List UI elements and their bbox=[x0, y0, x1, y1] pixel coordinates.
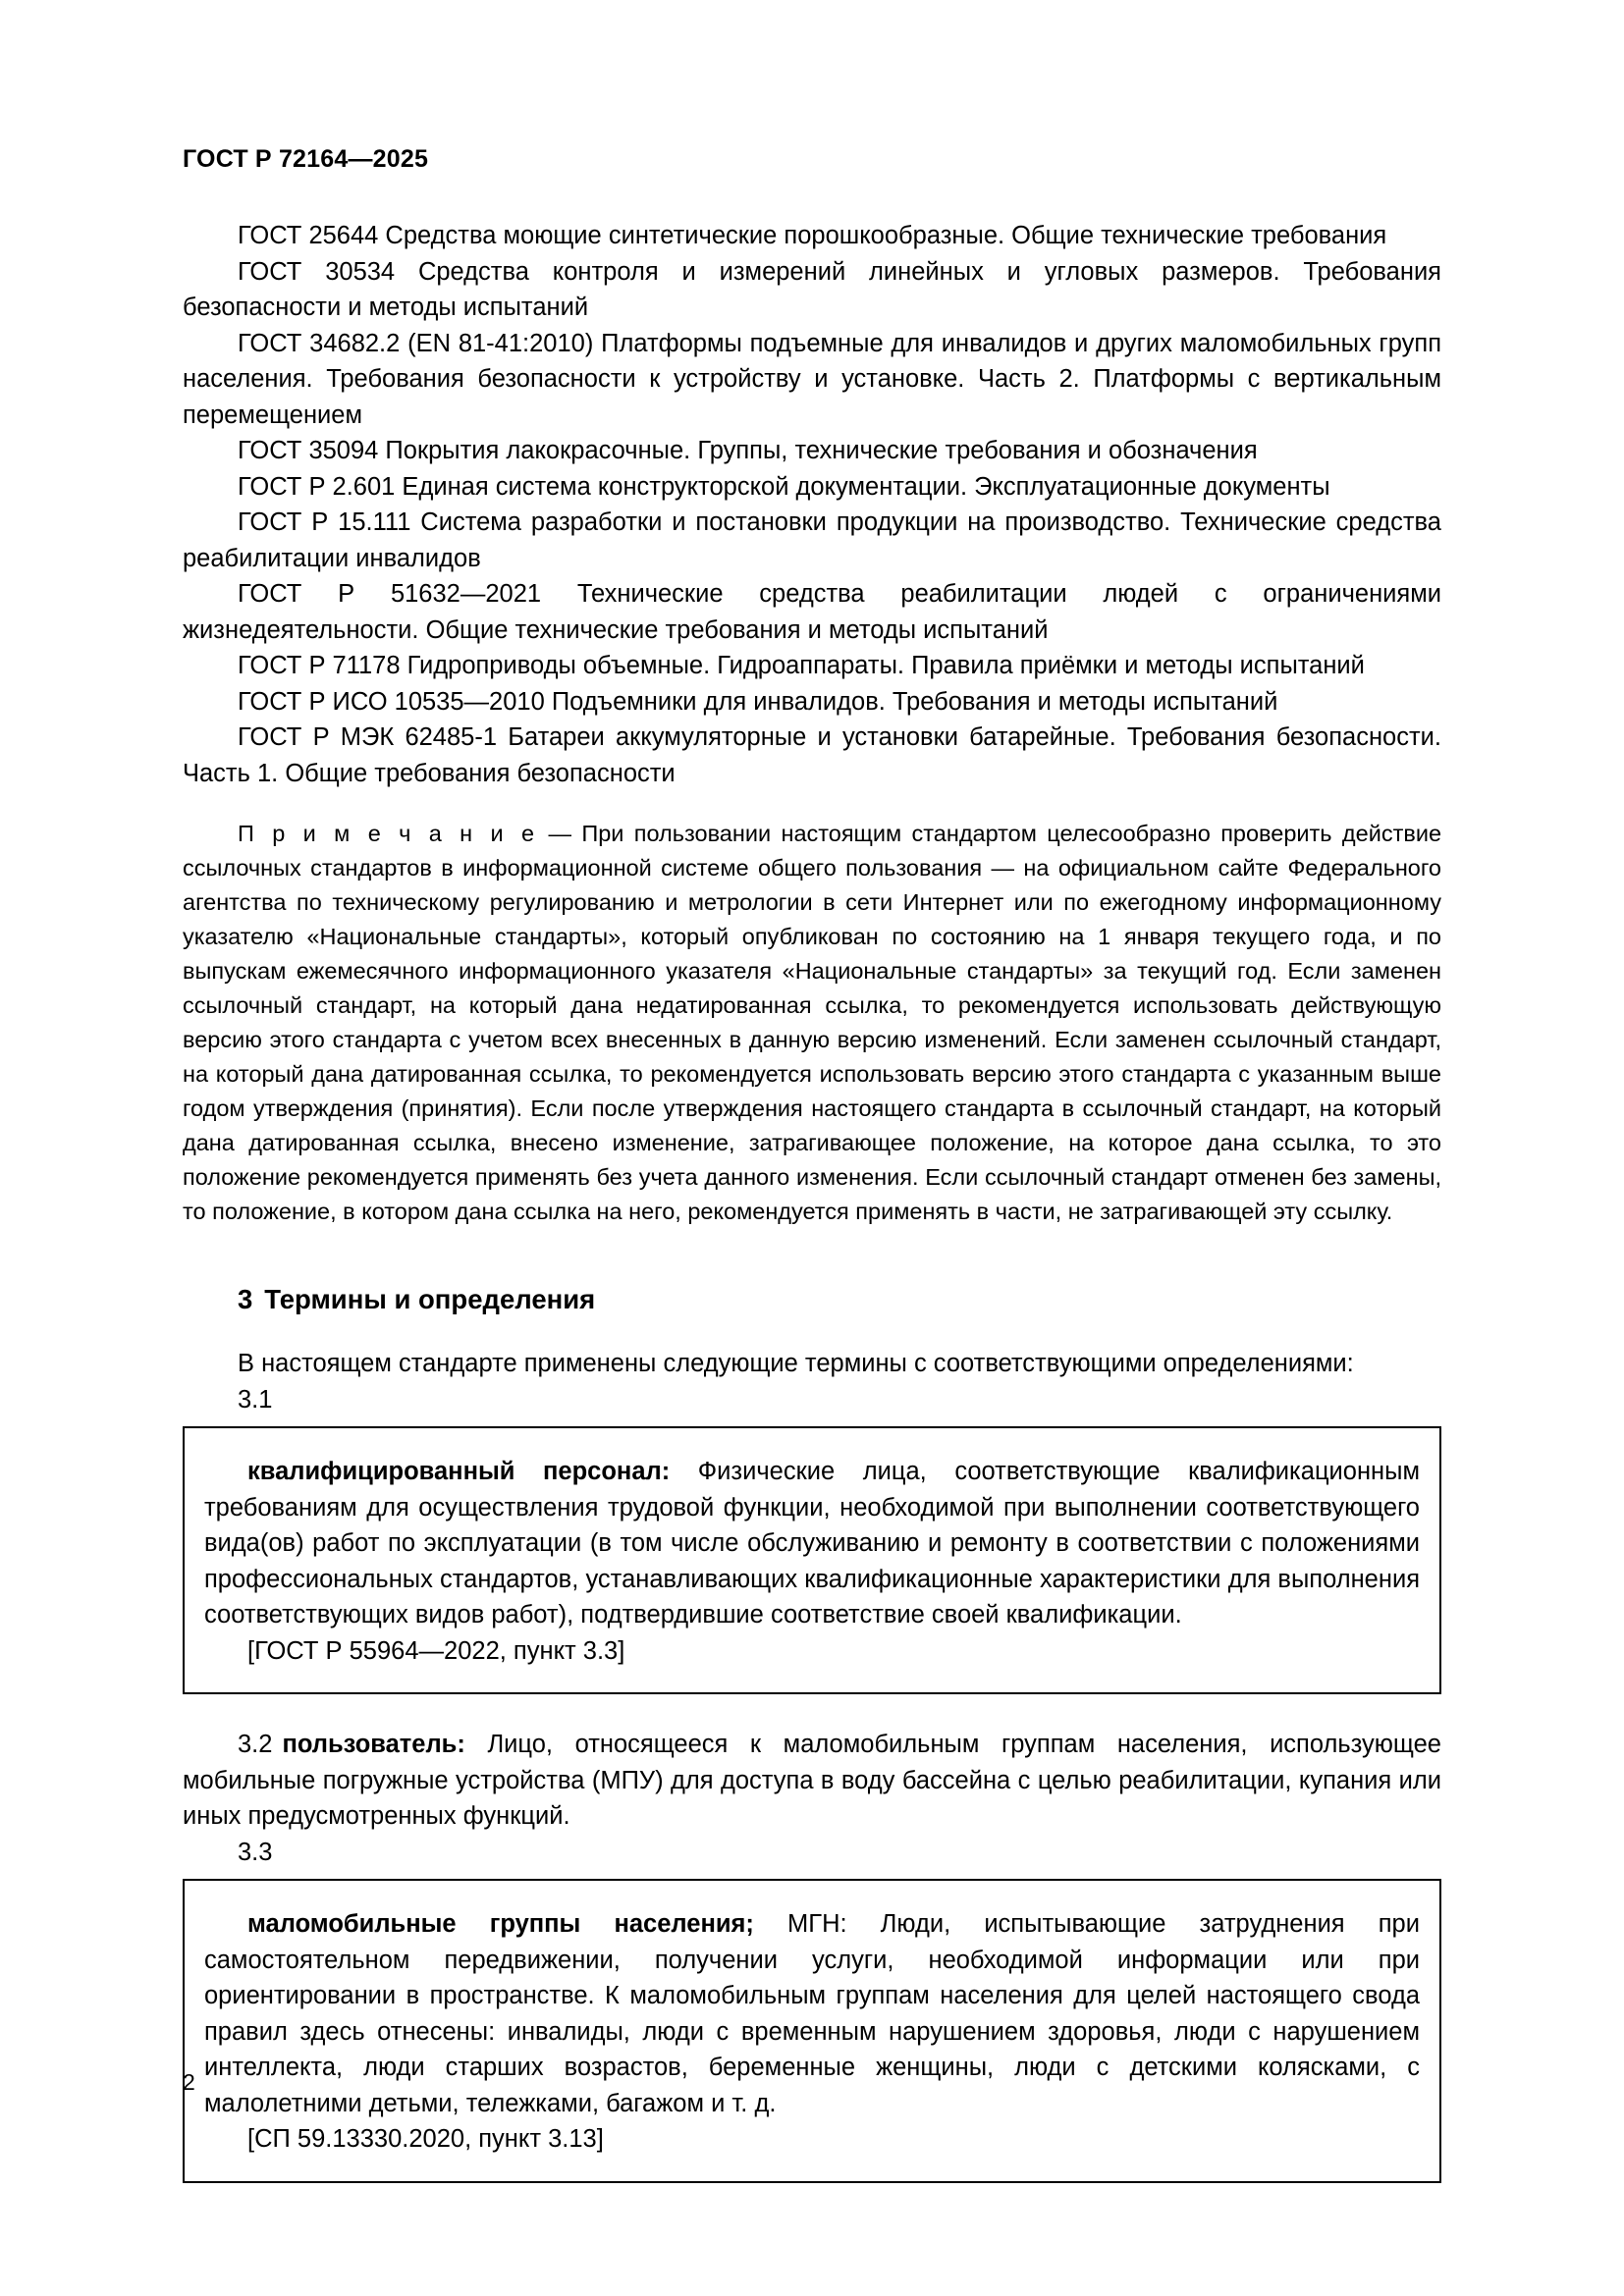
clause-number-3-2: 3.2 bbox=[238, 1731, 273, 1758]
term-3-3: маломобильные группы населения; bbox=[247, 1910, 754, 1938]
document-body bbox=[183, 218, 1441, 2183]
definition-text-3-3 bbox=[204, 1906, 1420, 2121]
clause-3-2 bbox=[183, 1694, 1441, 1835]
reference-item: ГОСТ 25644 Средства моющие синтетические порошкообразные. Общие технические требования bbox=[238, 222, 1387, 249]
clause-number-3-3: 3.3 bbox=[238, 1838, 273, 1866]
reference-item: ГОСТ 34682.2 (EN 81-41:2010) Платформы подъемные для инвалидов и других маломобильных групп населения. Требования безопасности к устройству и установке. Часть 2. Платформы с вертикальным перемещением bbox=[183, 329, 1441, 429]
page-header: ГОСТ Р 72164—2025 bbox=[183, 145, 429, 173]
definition-body-3-2: Лицо, относящееся к маломобильным группам населения, использующее мобильные погружные устройства (МПУ) для доступа в воду бассейна с целью реабилитации, купания или иных предусмотренных функций. bbox=[183, 1731, 1441, 1830]
definition-source-3-1: [ГОСТ Р 55964—2022, пункт 3.3] bbox=[247, 1636, 625, 1665]
note-paragraph bbox=[183, 791, 1441, 1229]
reference-item: ГОСТ Р 2.601 Единая система конструкторской документации. Эксплуатационные документы bbox=[238, 472, 1330, 501]
reference-item: ГОСТ 30534 Средства контроля и измерений линейных и угловых размеров. Требования безопасности и методы испытаний bbox=[183, 257, 1441, 321]
reference-item: ГОСТ Р 71178 Гидроприводы объемные. Гидроаппараты. Правила приёмки и методы испытаний bbox=[238, 652, 1365, 679]
reference-item: ГОСТ Р МЭК 62485-1 Батареи аккумуляторные и установки батарейные. Требования безопасности. Часть 1. Общие требования безопасности bbox=[183, 723, 1441, 787]
note-text: При пользовании настоящим стандартом целесообразно проверить действие ссылочных стандартов в информационной системе общего пользования — на официальном сайте Федерального агентства по техническому регулированию и метрологии в сети Интернет или по ежегодному информационному указателю «Национальные стандарты», который опубликован по состоянию на 1 января текущего года, и по выпускам ежемесячного информационного указателя «Национальные стандарты» за текущий год. Если заменен ссылочный стандарт, на который дана недатированная ссылка, то рекомендуется использовать действующую версию этого стандарта с учетом всех внесенных в данную версию изменений. Если заменен ссылочный стандарт, на который дана датированная ссылка, то рекомендуется использовать версию этого стандарта с указанным выше годом утверждения (принятия). Если после утверждения настоящего стандарта в ссылочный стандарт, на который дана датированная ссылка, внесено изменение, затрагивающее положение, на которое дана ссылка, то это положение рекомендуется применять без учета данного изменения. Если ссылочный стандарт отменен без замены, то положение, в котором дана ссылка на него, рекомендуется применять в части, не затрагивающей эту ссылку. bbox=[183, 821, 1442, 1224]
section-number: 3 bbox=[238, 1284, 253, 1314]
note-dash: — bbox=[538, 821, 582, 846]
definition-text-3-1 bbox=[204, 1454, 1420, 1633]
definition-box-3-1 bbox=[183, 1426, 1441, 1694]
section-intro: В настоящем стандарте применены следующие термины с соответствующими определениями: bbox=[238, 1350, 1354, 1377]
reference-item: ГОСТ 35094 Покрытия лакокрасочные. Группы, технические требования и обозначения bbox=[238, 437, 1258, 464]
term-3-2: пользователь: bbox=[282, 1731, 465, 1758]
reference-item: ГОСТ Р 51632—2021 Технические средства реабилитации людей с ограничениями жизнедеятельности. Общие технические требования и методы испытаний bbox=[183, 580, 1441, 644]
page-number: 2 bbox=[183, 2069, 195, 2095]
definition-body-3-1: Физические лица, соответствующие квалификационным требованиям для осуществления трудовой функции, необходимой при выполнении соответствующего вида(ов) работ по эксплуатации (в том числе обслуживанию и ремонту в соответствии с положениями профессиональных стандартов, устанавливающих квалификационные характеристики для выполнения соответствующих видов работ), подтвердившие соответствие своей квалификации. bbox=[204, 1458, 1420, 1629]
reference-item: ГОСТ Р ИСО 10535—2010 Подъемники для инвалидов. Требования и методы испытаний bbox=[238, 687, 1278, 716]
term-3-1: квалифицированный персонал: bbox=[247, 1458, 671, 1485]
reference-item: ГОСТ Р 15.111 Система разработки и постановки продукции на производство. Технические средства реабилитации инвалидов bbox=[183, 508, 1441, 572]
section-title: Термины и определения bbox=[264, 1284, 596, 1314]
note-label: П р и м е ч а н и е bbox=[238, 821, 539, 846]
definition-box-3-3 bbox=[183, 1879, 1441, 2183]
definition-body-3-3: МГН: Люди, испытывающие затруднения при самостоятельном передвижении, получении услуги, необходимой информации или при ориентировании в пространстве. К маломобильным группам населения для целей настоящего свода правил здесь отнесены: инвалиды, люди с временным нарушением здоровья, люди с нарушением интеллекта, люди старших возрастов, беременные женщины, люди с детскими колясками, с малолетними детьми, тележками, багажом и т. д. bbox=[204, 1910, 1420, 2117]
section-heading bbox=[183, 1229, 1441, 1316]
clause-number-3-1: 3.1 bbox=[238, 1385, 273, 1414]
definition-source-3-3: [СП 59.13330.2020, пункт 3.13] bbox=[247, 2125, 604, 2153]
